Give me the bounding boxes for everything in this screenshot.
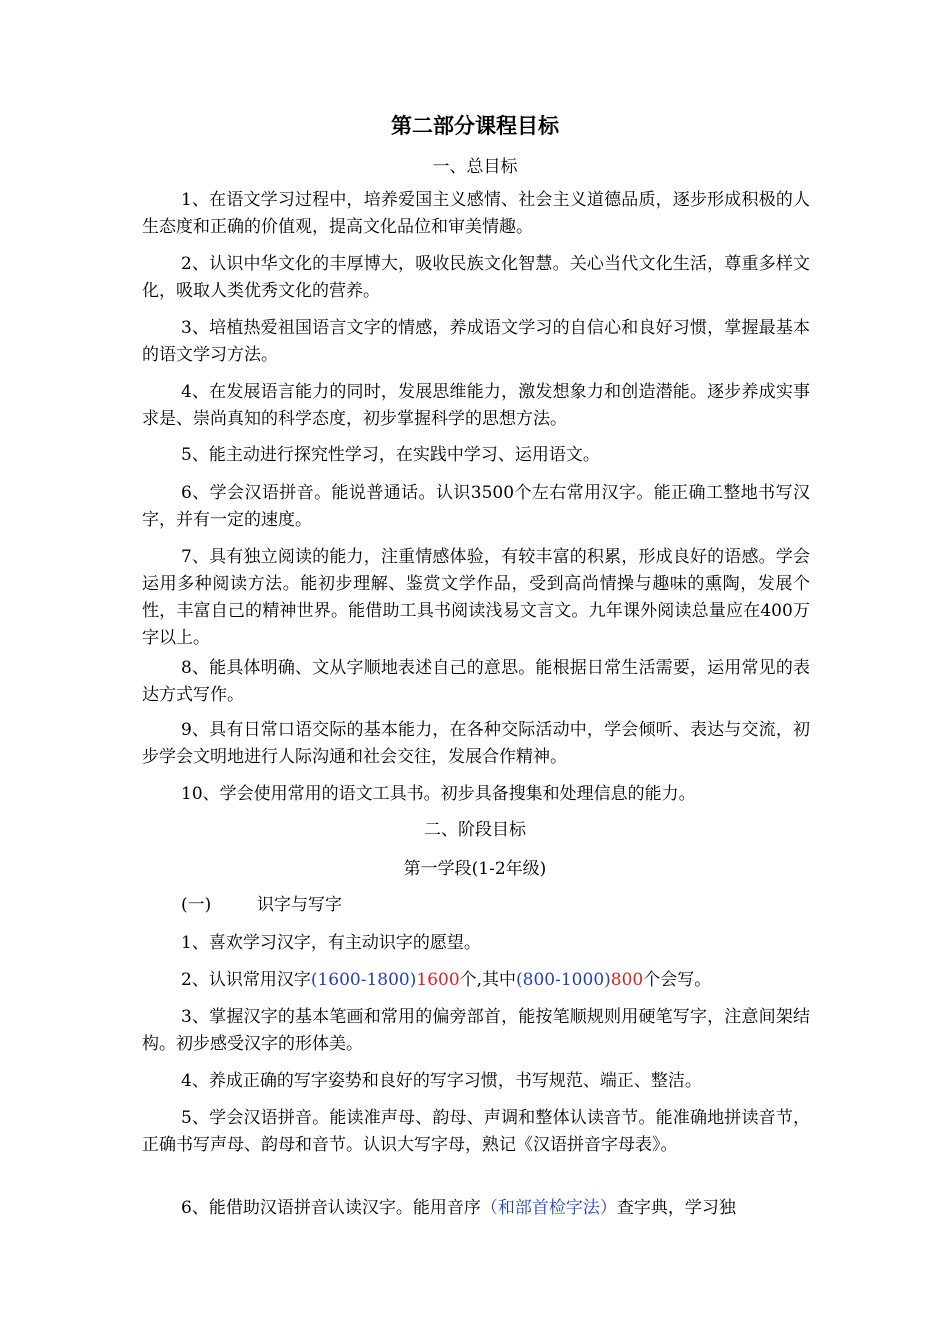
subheading-number: (一)	[181, 895, 212, 915]
page-title: 第二部分课程目标	[391, 114, 559, 138]
item6-prefix: 6、能借助汉语拼音认读汉字。能用音序	[181, 1198, 481, 1218]
item2-value2: 800	[610, 970, 644, 990]
section-heading-overall-goals: 一、总目标	[432, 157, 518, 177]
item2-range1: (1600-1800)	[310, 970, 417, 990]
stage-item-2	[142, 967, 810, 994]
stage-item-3: 3、掌握汉字的基本笔画和常用的偏旁部首，能按笔顺规则用硬笔写字，注意间架结构。初步感受汉字的形体美。	[142, 1007, 810, 1054]
item2-prefix: 2、认识常用汉字	[181, 970, 311, 990]
goal-item-10: 10、学会使用常用的语文工具书。初步具备搜集和处理信息的能力。	[181, 784, 696, 804]
section-heading-stage-goals: 二、阶段目标	[424, 820, 526, 840]
stage-item-6	[142, 1195, 810, 1222]
stage-item-1: 1、喜欢学习汉字，有主动识字的愿望。	[181, 933, 481, 953]
item6-suffix: 查字典，学习独	[616, 1198, 736, 1218]
goal-item-7: 7、具有独立阅读的能力，注重情感体验，有较丰富的积累，形成良好的语感。学会运用多种阅读方法。能初步理解、鉴赏文学作品，受到高尚情操与趣味的熏陶，发展个性，丰富自己的精神世界。能借助工具书阅读浅易文言文。九年课外阅读总量应在400万字以上。	[142, 547, 810, 648]
goal-item-9: 9、具有日常口语交际的基本能力，在各种交际活动中，学会倾听、表达与交流，初步学会文明地进行人际沟通和社会交往，发展合作精神。	[142, 720, 810, 767]
item2-value1: 1600	[416, 970, 460, 990]
goal-item-6: 6、学会汉语拼音。能说普通话。认识3500个左右常用汉字。能正确工整地书写汉字，并有一定的速度。	[142, 483, 810, 530]
stage-heading: 第一学段(1-2年级)	[403, 859, 547, 879]
subheading-text: 识字与写字	[257, 895, 342, 915]
item2-suffix: 个会写。	[643, 970, 712, 990]
goal-item-4: 4、在发展语言能力的同时，发展思维能力，激发想象力和创造潜能。逐步养成实事求是、崇尚真知的科学态度，初步掌握科学的思想方法。	[142, 382, 810, 429]
stage-item-4: 4、养成正确的写字姿势和良好的写字习惯，书写规范、端正、整洁。	[181, 1071, 702, 1091]
goal-item-1: 1、在语文学习过程中，培养爱国主义感情、社会主义道德品质，逐步形成积极的人生态度和正确的价值观，提高文化品位和审美情趣。	[142, 190, 810, 237]
goal-item-8: 8、能具体明确、文从字顺地表述自己的意思。能根据日常生活需要，运用常见的表达方式写作。	[142, 658, 810, 705]
item6-highlight: （和部首检字法）	[480, 1198, 617, 1218]
goal-item-2: 2、认识中华文化的丰厚博大，吸收民族文化智慧。关心当代文化生活，尊重多样文化，吸取人类优秀文化的营养。	[142, 254, 810, 301]
item2-mid: 个,其中	[459, 970, 517, 990]
goal-item-5: 5、能主动进行探究性学习，在实践中学习、运用语文。	[181, 445, 600, 465]
stage-item-5: 5、学会汉语拼音。能读准声母、韵母、声调和整体认读音节。能准确地拼读音节，正确书写声母、韵母和音节。认识大写字母，熟记《汉语拼音字母表》。	[142, 1108, 810, 1155]
subheading-literacy	[181, 892, 342, 919]
goal-item-3: 3、培植热爱祖国语言文字的情感，养成语文学习的自信心和良好习惯，掌握最基本的语文学习方法。	[142, 318, 810, 365]
item2-range2: (800-1000)	[516, 970, 611, 990]
